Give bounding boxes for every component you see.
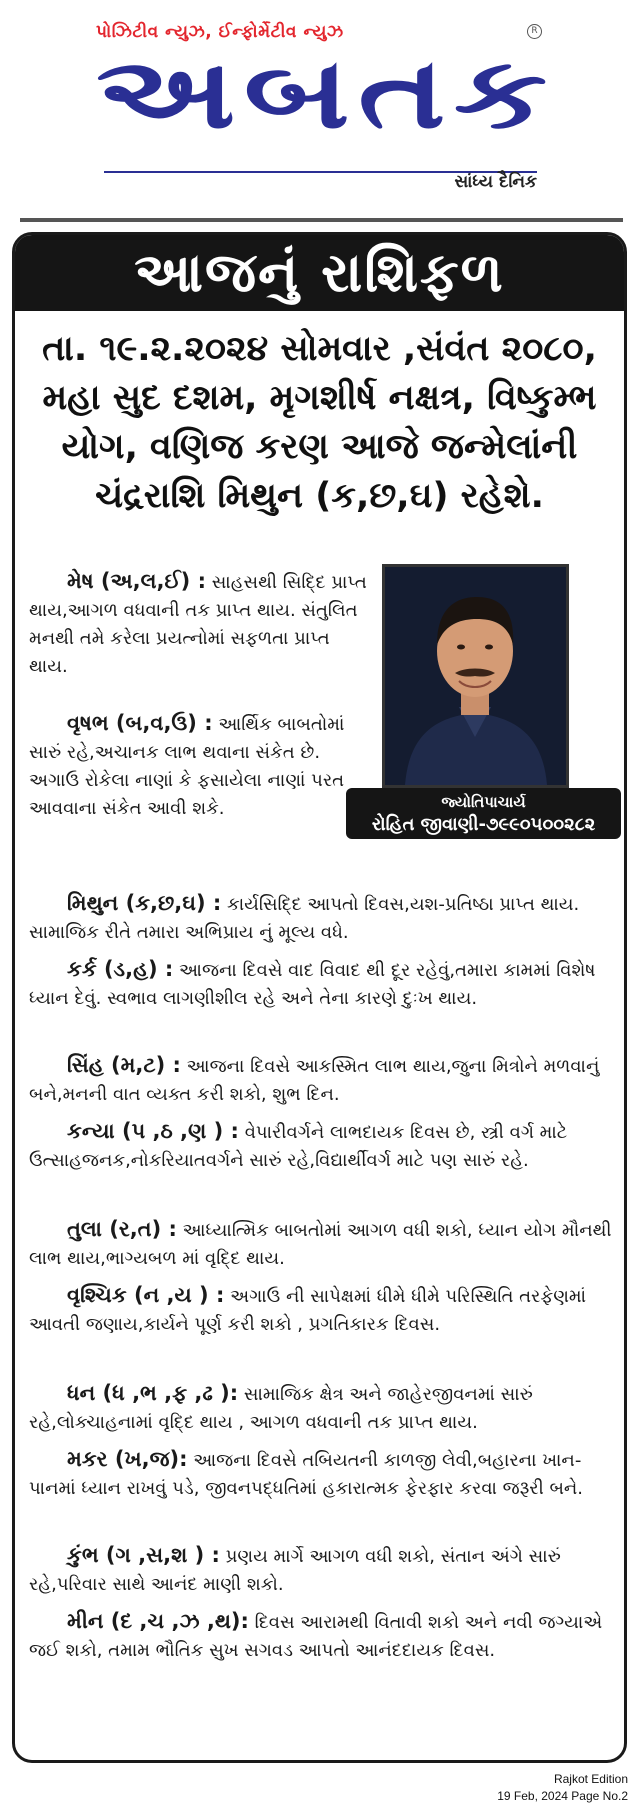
sign-text: આધ્યાત્મિક બાબતોમાં આગળ વધી શકો, ધ્યાન યોગ મૌનથી લાભ થાય,ભાગ્યબળ માં વૃદ્દિ થાય. <box>29 1220 612 1269</box>
sign-name: મકર (ખ,જ): <box>67 1447 188 1471</box>
horoscope-article <box>12 232 627 1763</box>
astrologer-photo <box>382 564 569 788</box>
edition-date-page: 19 Feb, 2024 Page No.2 <box>497 1789 628 1803</box>
edition-name: Rajkot Edition <box>553 1772 628 1786</box>
sign-name: કુંભ (ગ ,સ,શ ) : <box>67 1543 220 1567</box>
sign-name: તુલા (ર,ત) : <box>67 1217 177 1241</box>
sign-name: સિંહ (મ,ટ) : <box>67 1053 181 1077</box>
article-banner: આજનું રાશિફળ <box>15 235 624 311</box>
sign-name: કન્યા (પ ,ઠ ,ણ ) : <box>67 1119 239 1143</box>
astrologer-title: જ્યોતિપાચાર્ય <box>441 793 526 811</box>
sign-name: ધન (ધ ,ભ ,ફ ,ઢ ): <box>67 1381 239 1405</box>
sign-text: આર્થિક બાબતોમાં સારું રહે,અચાનક લાભ થવાના સંકેત છે. અગાઉ રોકેલા નાણાં કે ફસાયેલા નાણાં પરત આવવાના સંકેત આવી શકે. <box>29 714 345 819</box>
sign-text: આજના દિવસે વાદ વિવાદ થી દૂર રહેવું,તમારા કામમાં વિશેષ ધ્યાન દેવું. સ્વભાવ લાગણીશીલ રહે અને તેના કારણે દુઃખ થાય. <box>29 960 596 1009</box>
masthead-tagline: પોઝિટીવ ન્યુઝ, ઈન્ફોર્મેટીવ ન્યુઝ <box>96 22 344 42</box>
sign-entry-meen <box>29 1607 619 1665</box>
sign-entry-makar <box>29 1445 619 1503</box>
astrologer-caption <box>346 788 621 839</box>
horoscope-entries <box>15 235 624 1760</box>
sign-entry-vrushchik <box>29 1281 619 1339</box>
sign-text: દિવસ આરામથી વિતાવી શકો અને નવી જગ્યાએ જઈ શકો, તમામ ભૌતિક સુખ સગવડ આપતો આનંદદાયક દિવસ. <box>29 1612 603 1661</box>
sign-text: સામાજિક ક્ષેત્ર અને જાહેરજીવનમાં સારું રહે,લોક્ચાહનામાં વૃદ્દિ થાય , આગળ વધવાની તક પ્રાપ્ત થાય. <box>29 1384 533 1433</box>
sign-entry-mesh <box>29 567 367 681</box>
sign-entry-kumbh <box>29 1541 619 1599</box>
sign-text: પ્રણય માર્ગે આગળ વધી શકો, સંતાન અંગે સારું રહે,પરિવાર સાથે આનંદ માણી શકો. <box>29 1546 561 1595</box>
sign-text: સાહસથી સિદ્દિ પ્રાપ્ત થાય,આગળ વધવાની તક પ્રાપ્ત થાય. સંતુલિત મનથી તમે કરેલા પ્રયત્નોમાં સફળતા પ્રાપ્ત થાય. <box>29 572 367 677</box>
sign-text: વેપારીવર્ગને લાભદાયક દિવસ છે, સ્ત્રી વર્ગ માટે ઉત્સાહજનક,નોકરિયાતવર્ગને સારું રહે,વિદ્યાર્થીવર્ગ માટે પણ સારું રહે. <box>29 1122 568 1171</box>
sign-name: મિથુન (ક,છ,ઘ) : <box>67 891 222 915</box>
sign-entry-vrushabh <box>29 709 367 823</box>
masthead <box>0 0 637 222</box>
sign-text: અગાઉ ની સાપેક્ષમાં ધીમે ધીમે પરિસ્થિતિ તરફેણમાં આવતી જણાય,કાર્યને પૂર્ણ કરી શકો , પ્રગતિકારક દિવસ. <box>29 1286 587 1335</box>
sign-name: મેષ (અ,લ,ઈ) : <box>67 569 206 593</box>
masthead-divider <box>20 218 623 222</box>
astrologer-name: રોહિત જીવાણી-૭૯૯૦૫૦૦૨૮૨ <box>371 814 596 835</box>
newspaper-logo: અબતક <box>96 40 556 148</box>
sign-name: મીન (દ ,ચ ,ઝ ,થ): <box>67 1609 249 1633</box>
sign-name: વૃષભ (બ,વ,ઉ) : <box>67 711 213 735</box>
sign-entry-tula <box>29 1215 619 1273</box>
sign-entry-kanya <box>29 1117 619 1175</box>
sign-text: કાર્યસિદ્દિ આપતો દિવસ,યશ-પ્રતિષ્ઠા પ્રાપ્ત થાય. સામાજિક રીતે તમારા અભિપ્રાય નું મૂલ્ય વધે. <box>29 894 580 943</box>
edition-info <box>448 1771 628 1805</box>
article-intro: તા. ૧૯.૨.૨૦૨૪ સોમવાર ,સંવંત ૨૦૮૦, મહા સુદ દશમ, મૃગશીર્ષ નક્ષત્ર, વિષ્કુમ્ભ યોગ, વણિજ કરણ આજે જન્મેલાંની ચંદ્રરાશિ મિથુન (ક,છ,ઘ) રહેશે. <box>42 329 597 516</box>
masthead-subtitle: સાંધ્ય દૈનિક <box>454 172 537 192</box>
sign-name: કર્ક (ડ,હ) : <box>67 957 174 981</box>
sign-entry-sinh <box>29 1051 619 1109</box>
sign-entry-mithun <box>29 889 619 947</box>
registered-mark-icon: R <box>527 24 542 39</box>
sign-text: આજના દિવસે તબિયતની કાળજી લેવી,બહારના ખાન-પાનમાં ધ્યાન રાખવું પડે, જીવનપદ્ધતિમાં હકારાત્મક ફેરફાર કરવા જરૂરી બને. <box>29 1450 584 1499</box>
sign-entry-dhan <box>29 1379 619 1437</box>
sign-name: વૃશ્ચિક (ન ,ય ) : <box>67 1283 225 1307</box>
person-portrait-icon <box>385 567 566 785</box>
sign-text: આજના દિવસે આકસ્મિત લાભ થાય,જુના મિત્રોને મળવાનું બને,મનની વાત વ્યક્ત કરી શકો, શુભ દિન. <box>29 1056 600 1105</box>
sign-entry-kark <box>29 955 619 1013</box>
